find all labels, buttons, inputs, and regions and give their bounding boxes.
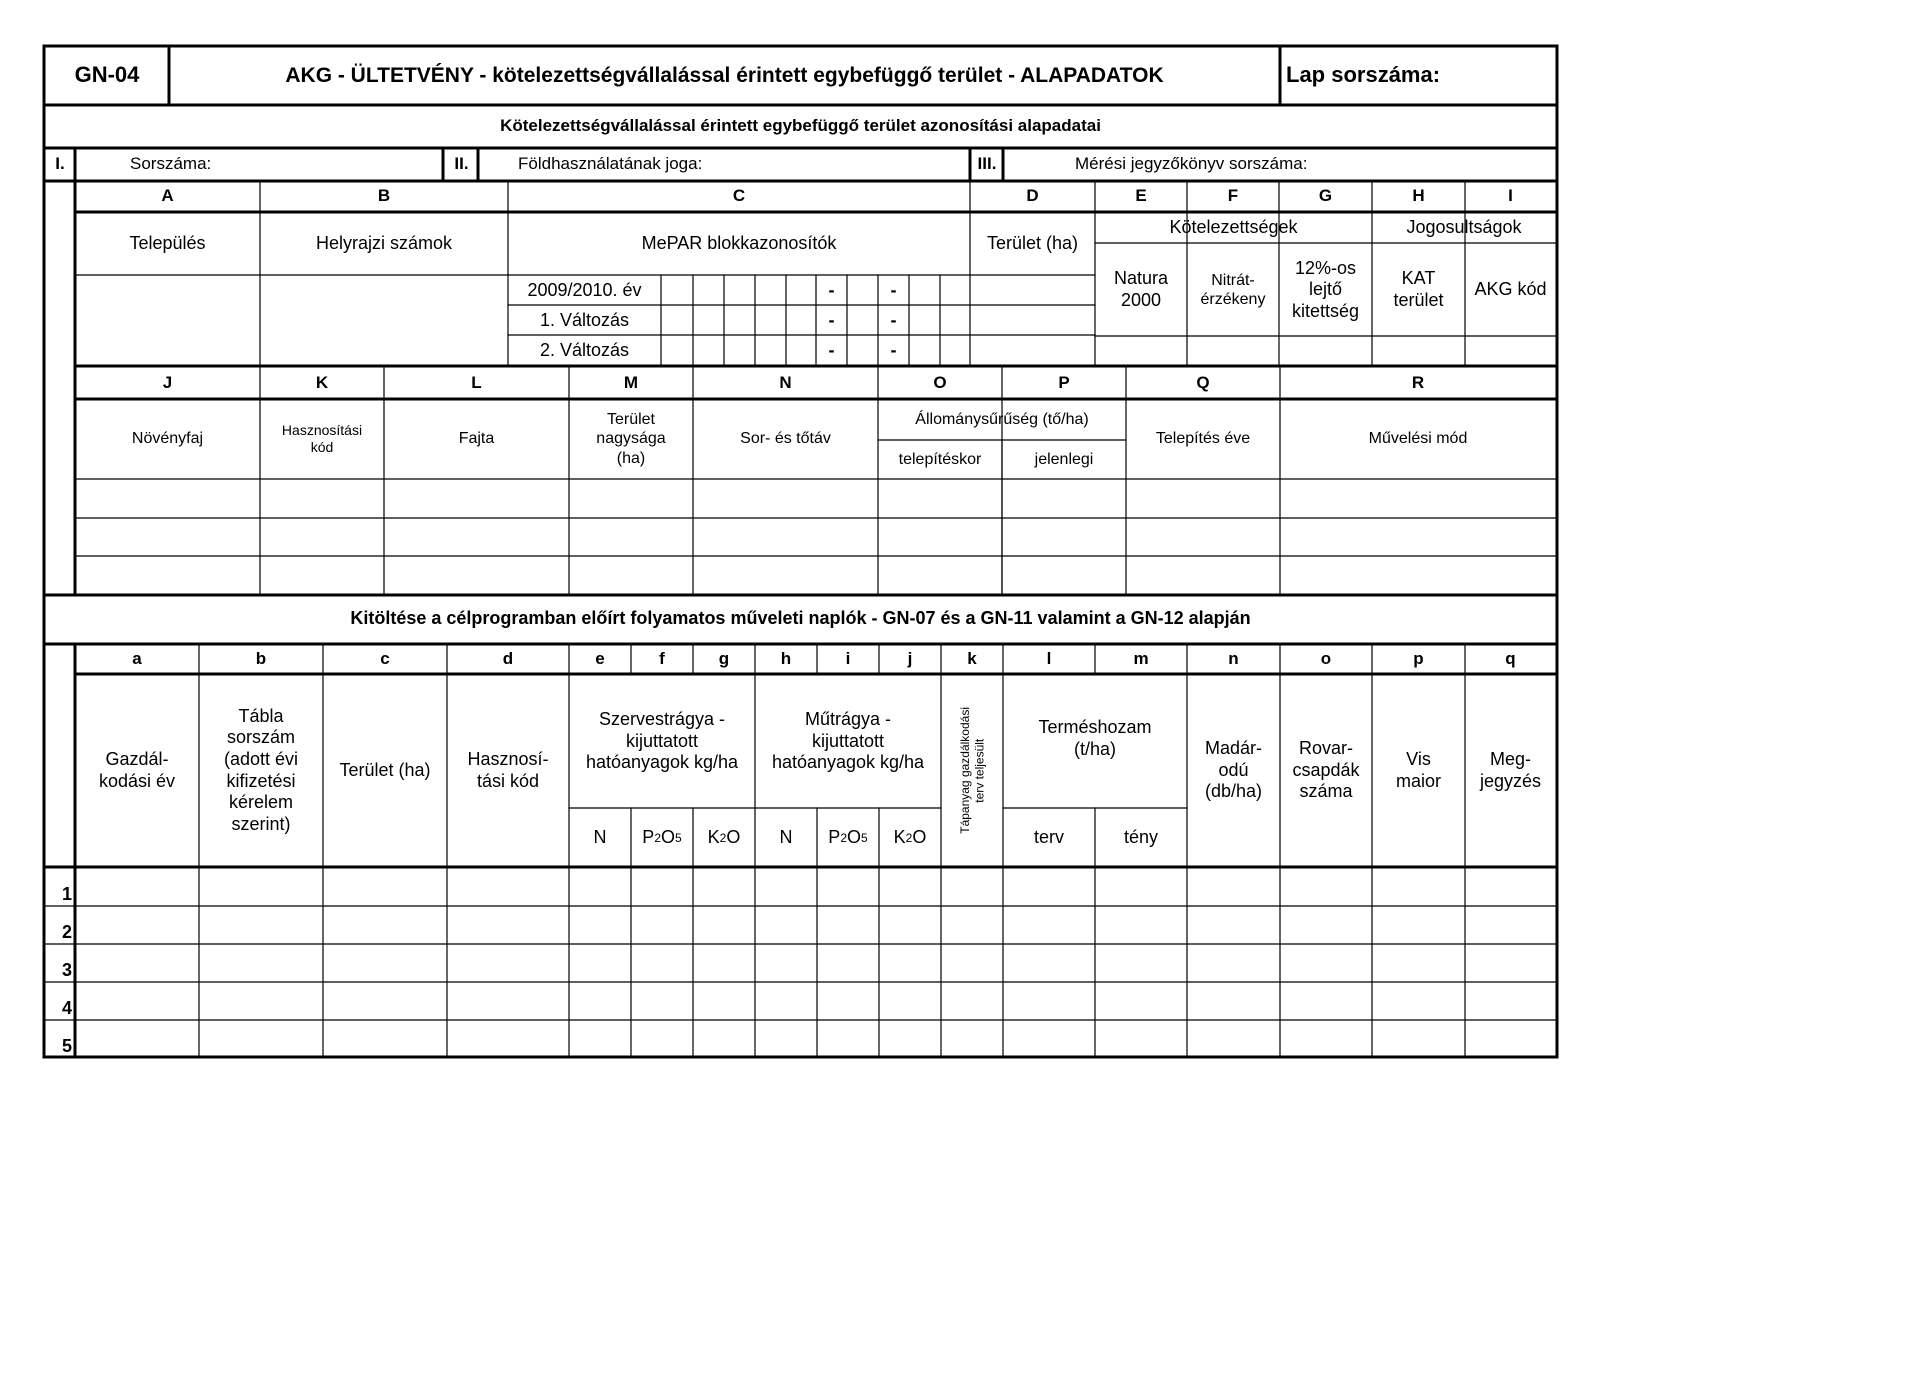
header-tabla-sorszam: Tábla sorszám (adott évi kifizetési kérelem szerint): [223, 705, 299, 834]
mepar-dash: -: [890, 309, 897, 330]
header-p2o5-mutragya: [817, 810, 879, 866]
header-k2o-szerves: [693, 810, 755, 866]
roman-ii: II.: [454, 154, 469, 174]
header-terulet-ha: Terület (ha): [986, 232, 1079, 253]
header-szervestragya: Szervestrágya - kijuttatott hatóanyagok kg/ha: [585, 709, 739, 773]
header-mepar: MePAR blokkazonosítók: [641, 232, 837, 253]
col-letter-p: P: [1058, 372, 1070, 392]
form-title: AKG - ÜLTETVÉNY - kötelezettségvállalással érintett egybefüggő terület - ALAPADATOK: [285, 63, 1164, 87]
roman-iii: III.: [977, 154, 997, 174]
o-symbol: O: [912, 827, 927, 848]
subscript: 2: [719, 830, 727, 845]
header-allomanysuruseg: Állománysűrűség (tő/ha): [915, 410, 1089, 428]
col-letter-k-lower: k: [967, 648, 977, 668]
header-telepules: Település: [129, 232, 206, 253]
col-letter-h-lower: h: [780, 648, 792, 668]
header-helyrajzi: Helyrajzi számok: [315, 232, 453, 253]
header-telepites-eve: Telepítés éve: [1155, 430, 1251, 448]
meresi-field[interactable]: Mérési jegyzőkönyv sorszáma:: [1075, 154, 1308, 174]
row-number: 2: [61, 922, 72, 943]
subscript: 5: [675, 830, 682, 845]
header-vis-maior: Vis maior: [1395, 748, 1441, 791]
col-letter-l-lower: l: [1046, 648, 1052, 668]
col-letter-j-lower: j: [907, 648, 913, 668]
roman-i: I.: [55, 154, 65, 174]
header-terv: terv: [1033, 827, 1064, 848]
col-letter-n-lower: n: [1228, 648, 1239, 668]
p-symbol: P: [642, 827, 655, 848]
k-symbol: K: [707, 827, 720, 848]
col-letter-k: K: [315, 372, 329, 392]
col-letter-d-lower: d: [502, 648, 514, 668]
p-symbol: P: [828, 827, 841, 848]
subscript: 5: [861, 830, 868, 845]
col-letter-q-lower: q: [1505, 648, 1516, 668]
page-number-label: Lap sorszáma:: [1286, 62, 1441, 88]
header-megjegyzes: Meg- jegyzés: [1479, 748, 1542, 791]
col-letter-f: F: [1227, 186, 1239, 206]
col-letter-c: C: [732, 186, 746, 206]
header-jogosultsagok: Jogosultságok: [1406, 216, 1522, 237]
o-symbol: O: [726, 827, 741, 848]
header-sor-totav: Sor- és tőtáv: [740, 430, 831, 448]
header-rovarcsapdak: Rovar- csapdák száma: [1292, 738, 1360, 802]
col-letter-m: M: [623, 372, 639, 392]
col-letter-j: J: [162, 372, 173, 392]
header-tapanyag-terv-cell: [941, 675, 1003, 866]
col-letter-o: O: [933, 372, 947, 392]
col-letter-b: B: [377, 186, 391, 206]
col-letter-o-lower: o: [1320, 648, 1332, 668]
header-kat-terulet: KAT terület: [1393, 268, 1444, 310]
col-letter-i-lower: i: [845, 648, 851, 668]
col-letter-f-lower: f: [659, 648, 665, 668]
col-letter-e-lower: e: [595, 648, 605, 668]
col-letter-h: H: [1412, 186, 1425, 206]
row-number: 5: [61, 1036, 72, 1057]
col-letter-g: G: [1318, 186, 1333, 206]
mepar-dash: -: [890, 279, 897, 300]
header-akg-kod: AKG kód: [1474, 279, 1547, 300]
header-natura-2000: Natura 2000: [1113, 268, 1169, 310]
col-letter-n: N: [779, 372, 792, 392]
mepar-dash: -: [828, 279, 835, 300]
col-letter-p-lower: p: [1413, 648, 1424, 668]
header-n-szerves: N: [593, 827, 607, 848]
col-letter-b-lower: b: [255, 648, 267, 668]
col-letter-q: Q: [1196, 372, 1210, 392]
header-nitrat-erzekeny: Nitrát- érzékeny: [1200, 271, 1266, 308]
col-letter-m-lower: m: [1133, 648, 1149, 668]
row-number: 1: [61, 884, 72, 905]
subscript: 2: [840, 830, 847, 845]
col-letter-d: D: [1026, 186, 1039, 206]
header-lejto-kitettseg: 12%-os lejtő kitettség: [1291, 257, 1360, 321]
section-identification-title: Kötelezettségvállalással érintett egybefüggő terület azonosítási alapadatai: [500, 116, 1101, 136]
o-symbol: O: [661, 827, 676, 848]
header-novenyfaj: Növényfaj: [131, 430, 204, 448]
k-symbol: K: [893, 827, 906, 848]
mepar-row-label-valtozas-1: 1. Változás: [539, 309, 630, 330]
mepar-row-label-valtozas-2: 2. Változás: [539, 339, 630, 360]
mepar-row-label-2009-2010: 2009/2010. év: [527, 279, 642, 300]
o-symbol: O: [847, 827, 862, 848]
header-jelenlegi: jelenlegi: [1034, 450, 1094, 468]
header-terulet-nagysaga: Terület nagysága (ha): [596, 411, 666, 467]
header-termeshozam: Terméshozam (t/ha): [1038, 717, 1152, 759]
sorszama-field[interactable]: Sorszáma:: [130, 154, 212, 174]
header-madarodu: Madár- odú (db/ha): [1204, 738, 1263, 802]
col-letter-i: I: [1508, 186, 1513, 206]
header-gazdalkodasi-ev: Gazdál- kodási év: [98, 748, 176, 791]
col-letter-l: L: [471, 372, 482, 392]
subscript: 2: [654, 830, 661, 845]
header-mutragya: Műtrágya - kijuttatott hatóanyagok kg/ha: [771, 709, 925, 773]
header-kotelezettsegek: Kötelezettségek: [1169, 216, 1298, 237]
header-p2o5-szerves: [631, 810, 693, 866]
col-letter-g-lower: g: [718, 648, 730, 668]
row-number: 3: [61, 960, 72, 981]
col-letter-c-lower: c: [380, 648, 390, 668]
header-teny: tény: [1123, 827, 1159, 848]
mepar-dash: -: [890, 339, 897, 360]
header-k2o-mutragya: [879, 810, 941, 866]
subscript: 2: [905, 830, 913, 845]
col-letter-e: E: [1135, 186, 1147, 206]
mepar-dash: -: [828, 309, 835, 330]
row-number: 4: [61, 998, 72, 1019]
header-n-mutragya: N: [779, 827, 793, 848]
header-fajta: Fajta: [458, 430, 495, 448]
header-telepiteskor: telepítéskor: [898, 450, 982, 468]
foldhasznalat-field[interactable]: Földhasználatának joga:: [518, 154, 703, 174]
section-operations-title: Kitöltése a célprogramban előírt folyamatos műveleti naplók - GN-07 és a GN-11 valamint a GN-12 alapján: [350, 608, 1251, 629]
header-hasznositasi-kod: Hasznosítási kód: [281, 422, 363, 455]
col-letter-a-lower: a: [132, 648, 142, 668]
mepar-dash: -: [828, 339, 835, 360]
header-terulet-ha-lower: Terület (ha): [339, 759, 431, 780]
header-muvelesi-mod: Művelési mód: [1368, 430, 1468, 448]
header-hasznositasi-kod-lower: Hasznosí- tási kód: [467, 748, 549, 791]
form-code: GN-04: [74, 62, 140, 88]
col-letter-r: R: [1411, 372, 1425, 392]
col-letter-a: A: [161, 186, 174, 206]
header-tapanyag-terv: Tápanyag gazdálkodási terv teljesült: [957, 707, 986, 834]
